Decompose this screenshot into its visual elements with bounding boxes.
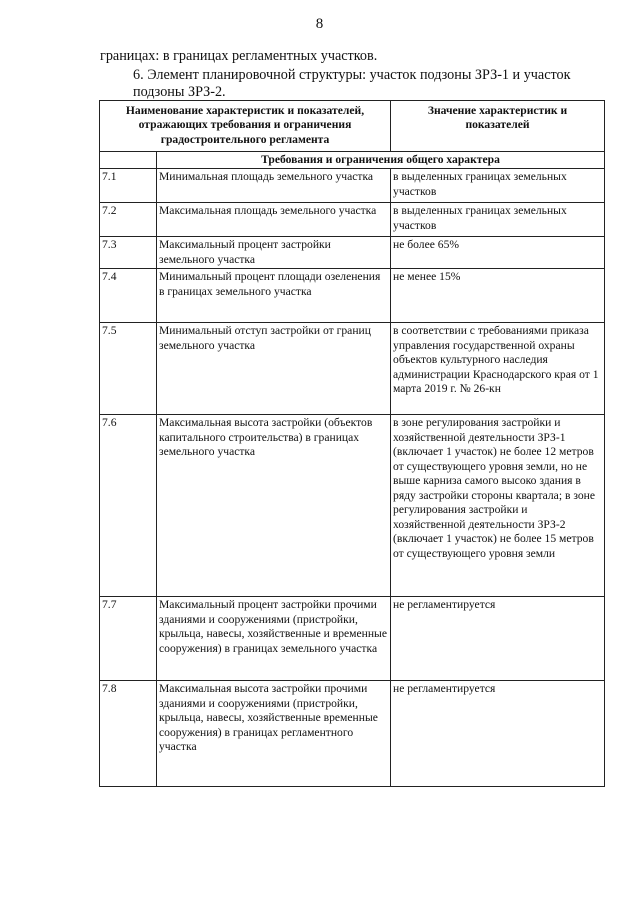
row-num: 7.6 xyxy=(100,415,157,597)
row-name: Максимальный процент застройки земельного участка xyxy=(157,237,391,269)
table-row xyxy=(100,169,605,203)
row-name: Минимальная площадь земельного участка xyxy=(157,169,391,203)
section-empty-cell xyxy=(100,152,157,169)
row-name: Максимальная высота застройки (объектов капитального строительства) в границах земельного участка xyxy=(157,415,391,597)
table-row xyxy=(100,597,605,681)
item-6-heading: 6. Элемент планировочной структуры: участок подзоны ЗРЗ-1 и участок xyxy=(133,67,571,83)
section-title: Требования и ограничения общего характера xyxy=(157,152,605,169)
row-num: 7.8 xyxy=(100,681,157,787)
regulation-table xyxy=(99,100,605,787)
table-header-row xyxy=(100,101,605,152)
section-row xyxy=(100,152,605,169)
row-num: 7.5 xyxy=(100,323,157,415)
row-name: Минимальный отступ застройки от границ земельного участка xyxy=(157,323,391,415)
row-name: Максимальная площадь земельного участка xyxy=(157,203,391,237)
row-value: не менее 15% xyxy=(391,269,605,323)
row-num: 7.3 xyxy=(100,237,157,269)
table-row xyxy=(100,323,605,415)
page-number: 8 xyxy=(315,16,324,32)
table-row xyxy=(100,269,605,323)
header-name: Наименование характеристик и показателей, отражающих требования и ограничения градостроительного регламента xyxy=(100,101,391,152)
row-value: в соответствии с требованиями приказа управления государственной охраны объектов культурного наследия администрации Краснодарского края от 1 марта 2019 г. № 26-кн xyxy=(391,323,605,415)
row-value: не регламентируется xyxy=(391,681,605,787)
item-6-heading-cont: подзоны ЗРЗ-2. xyxy=(133,84,226,100)
row-value: в выделенных границах земельных участков xyxy=(391,203,605,237)
row-num: 7.7 xyxy=(100,597,157,681)
intro-continuation: границах: в границах регламентных участков. xyxy=(100,48,378,64)
row-value: в выделенных границах земельных участков xyxy=(391,169,605,203)
row-name: Максимальный процент застройки прочими зданиями и сооружениями (пристройки, крыльца, навесы, хозяйственные и временные сооружения) в границах земельного участка xyxy=(157,597,391,681)
row-value: не более 65% xyxy=(391,237,605,269)
table-row xyxy=(100,415,605,597)
header-value: Значение характеристик и показателей xyxy=(391,101,605,152)
table-row xyxy=(100,681,605,787)
row-name: Максимальная высота застройки прочими зданиями и сооружениями (пристройки, крыльца, навесы, хозяйственные временные сооружения) в границах регламентного участка xyxy=(157,681,391,787)
row-name: Минимальный процент площади озеленения в границах земельного участка xyxy=(157,269,391,323)
row-value: не регламентируется xyxy=(391,597,605,681)
table-row xyxy=(100,237,605,269)
row-value: в зоне регулирования застройки и хозяйственной деятельности ЗРЗ-1 (включает 1 участок) не более 12 метров от существующего уровня земли, но не выше карниза самого высоко здания в ряду застройки стороны квартала; в зоне регулирования застройки и хозяйственной деятельности ЗРЗ-2 (включает 1 участок) не более 15 метров от существующего уровня земли xyxy=(391,415,605,597)
row-num: 7.2 xyxy=(100,203,157,237)
table-row xyxy=(100,203,605,237)
row-num: 7.4 xyxy=(100,269,157,323)
row-num: 7.1 xyxy=(100,169,157,203)
